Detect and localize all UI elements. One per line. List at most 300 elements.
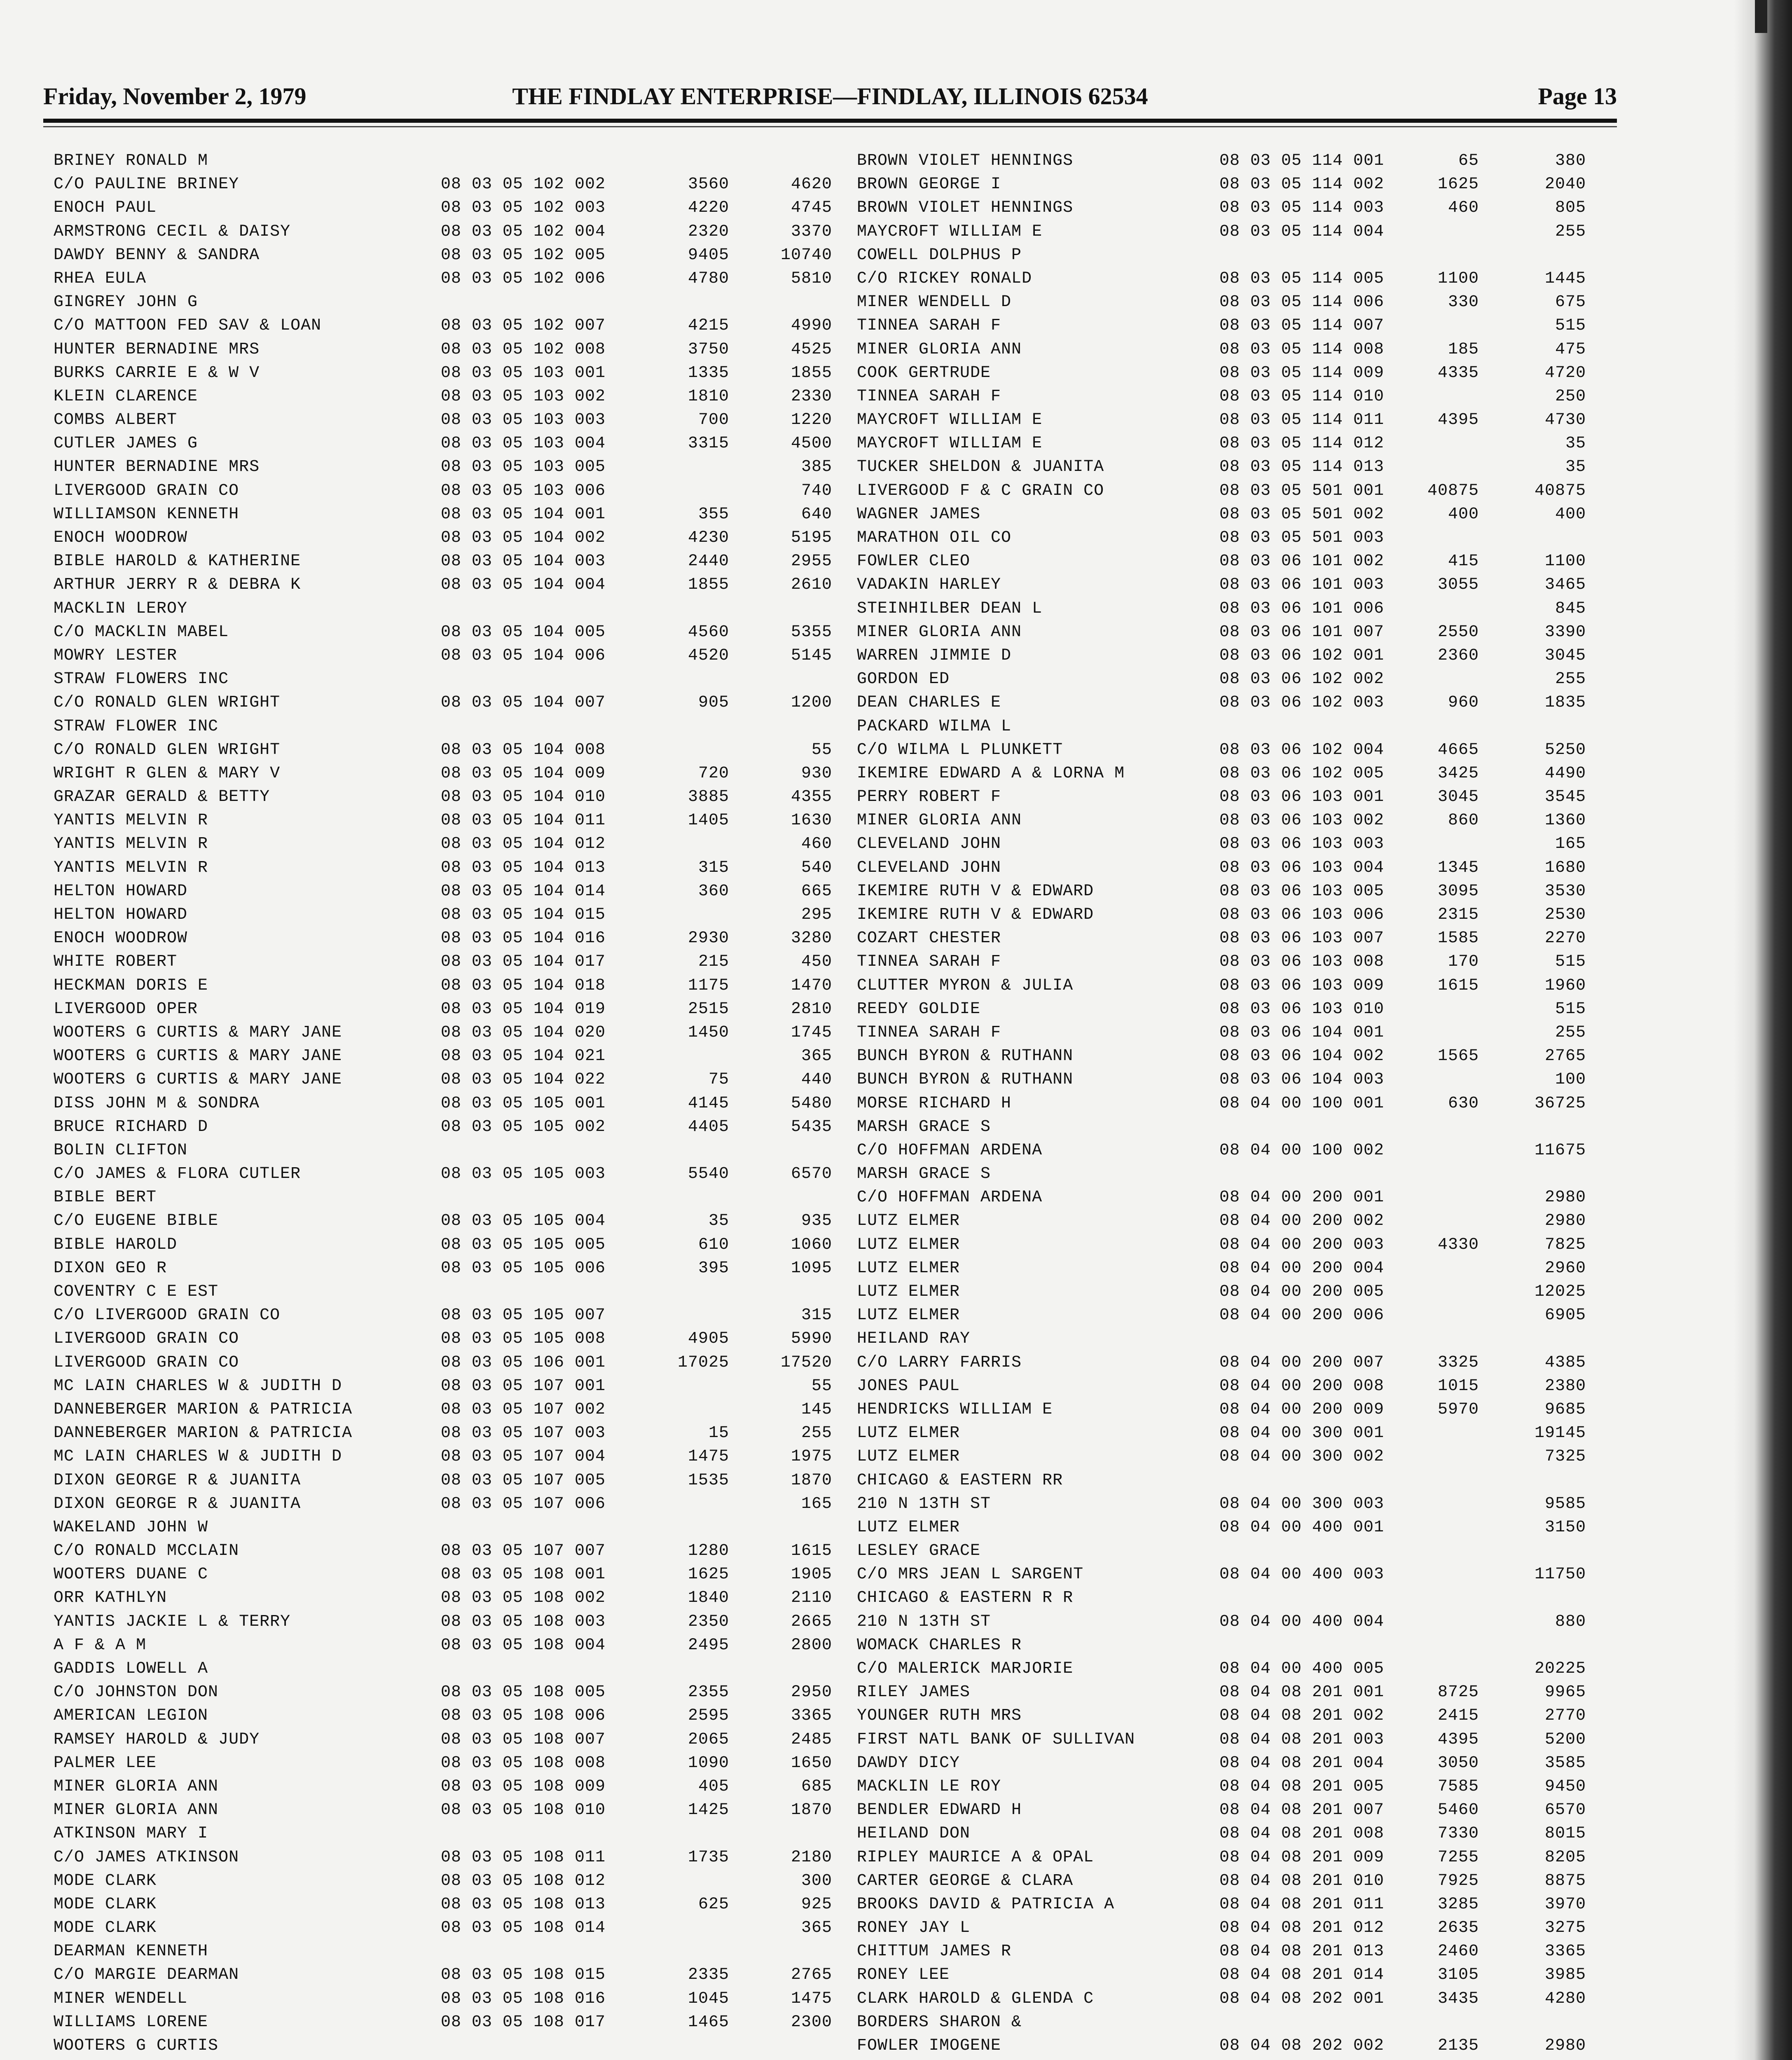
owner-name: C/O HOFFMAN ARDENA bbox=[857, 1141, 1043, 1160]
assessed-value-1: 8725 bbox=[1437, 1683, 1479, 1702]
owner-name: YANTIS JACKIE L & TERRY bbox=[54, 1612, 291, 1631]
assessed-value-2: 3365 bbox=[791, 1707, 832, 1725]
parcel-number: 08 04 00 300 002 bbox=[1219, 1447, 1385, 1466]
table-row bbox=[54, 1516, 845, 1539]
owner-name: WILLIAMSON KENNETH bbox=[54, 505, 239, 524]
assessed-value-2: 1630 bbox=[791, 811, 832, 830]
assessed-value-2: 1475 bbox=[791, 1989, 832, 2008]
table-row bbox=[54, 290, 845, 314]
parcel-number: 08 03 05 103 004 bbox=[441, 434, 606, 453]
assessed-value-1: 1855 bbox=[688, 576, 729, 595]
assessed-value-2: 11675 bbox=[1534, 1141, 1586, 1160]
table-row bbox=[54, 1657, 845, 1681]
assessed-value-2: 845 bbox=[1555, 599, 1586, 618]
owner-name: DANNEBERGER MARION & PATRICIA bbox=[54, 1400, 353, 1419]
parcel-number: 08 03 05 107 004 bbox=[441, 1447, 606, 1466]
parcel-number: 08 04 08 201 003 bbox=[1219, 1730, 1385, 1749]
assessed-value-1: 3105 bbox=[1437, 1966, 1479, 1985]
table-row bbox=[54, 644, 845, 667]
assessed-value-1: 4405 bbox=[688, 1117, 729, 1136]
table-row bbox=[54, 408, 845, 432]
parcel-number: 08 03 05 114 013 bbox=[1219, 458, 1385, 477]
owner-name: DEAN CHARLES E bbox=[857, 693, 1001, 712]
table-row bbox=[54, 2058, 845, 2060]
assessed-value-2: 3970 bbox=[1544, 1895, 1586, 1914]
table-row bbox=[54, 1186, 845, 1209]
table-row bbox=[54, 1610, 845, 1634]
assessed-value-1: 720 bbox=[698, 764, 729, 783]
owner-name: BIBLE HAROLD bbox=[54, 1235, 178, 1254]
owner-name: REEDY GOLDIE bbox=[857, 1000, 981, 1018]
parcel-number: 08 03 05 114 012 bbox=[1219, 434, 1385, 453]
owner-name: HEILAND DON bbox=[857, 1824, 971, 1843]
owner-name: MOWRY LESTER bbox=[54, 646, 178, 665]
table-row bbox=[54, 880, 845, 903]
assessed-value-1: 15 bbox=[708, 1424, 729, 1443]
assessed-value-2: 515 bbox=[1555, 953, 1586, 971]
owner-name: 210 N 13TH ST bbox=[857, 1494, 991, 1513]
parcel-number: 08 03 05 103 005 bbox=[441, 458, 606, 477]
owner-name: ENOCH WOODROW bbox=[54, 529, 188, 547]
assessed-value-2: 9450 bbox=[1544, 1777, 1586, 1796]
assessed-value-2: 365 bbox=[801, 1047, 832, 1066]
owner-name: C/O RONALD GLEN WRIGHT bbox=[54, 740, 281, 759]
table-row bbox=[857, 1421, 1627, 1445]
table-row bbox=[857, 1516, 1627, 1539]
table-row bbox=[54, 338, 845, 361]
owner-name: BIBLE BERT bbox=[54, 1188, 157, 1207]
assessed-value-1: 405 bbox=[698, 1777, 729, 1796]
parcel-number: 08 03 05 108 010 bbox=[441, 1801, 606, 1820]
owner-name: WAGNER JAMES bbox=[857, 505, 981, 524]
assessed-value-1: 1335 bbox=[688, 363, 729, 382]
assessed-value-1: 2930 bbox=[688, 929, 729, 948]
parcel-number: 08 04 00 300 001 bbox=[1219, 1424, 1385, 1443]
table-row bbox=[857, 432, 1627, 455]
assessed-value-2: 2950 bbox=[791, 1683, 832, 1702]
header-rule bbox=[43, 119, 1617, 123]
assessed-value-1: 3055 bbox=[1437, 576, 1479, 595]
table-row bbox=[857, 1634, 1627, 1657]
table-row bbox=[54, 479, 845, 503]
assessed-value-1: 215 bbox=[698, 953, 729, 971]
parcel-number: 08 03 05 105 003 bbox=[441, 1165, 606, 1184]
assessed-value-1: 5460 bbox=[1437, 1801, 1479, 1820]
assessed-value-2: 3530 bbox=[1544, 882, 1586, 901]
owner-name: WOOTERS G CURTIS bbox=[54, 2037, 219, 2055]
parcel-number: 08 03 05 102 003 bbox=[441, 199, 606, 218]
header-date: Friday, November 2, 1979 bbox=[43, 83, 306, 110]
table-row bbox=[54, 1822, 845, 1845]
parcel-number: 08 03 05 108 003 bbox=[441, 1612, 606, 1631]
assessed-value-2: 400 bbox=[1555, 505, 1586, 524]
table-row bbox=[857, 1374, 1627, 1398]
table-row bbox=[857, 314, 1627, 337]
assessed-value-1: 460 bbox=[1448, 199, 1479, 218]
owner-name: BROWN VIOLET HENNINGS bbox=[857, 199, 1074, 218]
owner-name: TINNEA SARAH F bbox=[857, 316, 1001, 335]
assessed-value-2: 35 bbox=[1565, 434, 1586, 453]
assessed-value-2: 1870 bbox=[791, 1471, 832, 1490]
owner-name: C/O JAMES ATKINSON bbox=[54, 1848, 239, 1867]
table-row bbox=[857, 1492, 1627, 1516]
table-row bbox=[857, 1940, 1627, 1963]
assessed-value-1: 4905 bbox=[688, 1330, 729, 1348]
table-row bbox=[857, 220, 1627, 243]
assessed-value-1: 4520 bbox=[688, 646, 729, 665]
table-row bbox=[857, 385, 1627, 408]
owner-name: DEARMAN KENNETH bbox=[54, 1942, 208, 1961]
assessed-value-1: 360 bbox=[698, 882, 729, 901]
owner-name: MINER GLORIA ANN bbox=[857, 811, 1022, 830]
assessed-value-2: 5990 bbox=[791, 1330, 832, 1348]
assessed-value-2: 3465 bbox=[1544, 576, 1586, 595]
header-page-number: Page 13 bbox=[1538, 83, 1617, 110]
table-row bbox=[857, 290, 1627, 314]
assessed-value-2: 9585 bbox=[1544, 1494, 1586, 1513]
owner-name: C/O MRS JEAN L SARGENT bbox=[857, 1565, 1084, 1584]
parcel-number: 08 03 05 102 005 bbox=[441, 246, 606, 265]
owner-name: LUTZ ELMER bbox=[857, 1235, 960, 1254]
assessed-value-1: 5540 bbox=[688, 1165, 729, 1184]
owner-name: DAWDY DICY bbox=[857, 1753, 960, 1772]
assessed-value-1: 1535 bbox=[688, 1471, 729, 1490]
table-row bbox=[857, 1704, 1627, 1728]
parcel-number: 08 03 06 101 006 bbox=[1219, 599, 1385, 618]
owner-name: LIVERGOOD GRAIN CO bbox=[54, 481, 239, 500]
parcel-number: 08 04 00 100 002 bbox=[1219, 1141, 1385, 1160]
table-row bbox=[54, 220, 845, 243]
table-row bbox=[857, 1209, 1627, 1233]
owner-name: BRUCE RICHARD D bbox=[54, 1117, 208, 1136]
table-row bbox=[54, 1869, 845, 1893]
owner-name: WARREN JIMMIE D bbox=[857, 646, 1012, 665]
parcel-number: 08 03 05 104 014 bbox=[441, 882, 606, 901]
assessed-value-2: 1095 bbox=[791, 1259, 832, 1278]
table-row bbox=[857, 1186, 1627, 1209]
parcel-number: 08 03 05 104 012 bbox=[441, 835, 606, 854]
assessed-value-1: 315 bbox=[698, 858, 729, 877]
assessed-value-2: 2380 bbox=[1544, 1376, 1586, 1395]
page-edge-shadow bbox=[1734, 0, 1792, 2060]
table-row bbox=[54, 1728, 845, 1751]
assessed-value-2: 2955 bbox=[791, 552, 832, 571]
table-row bbox=[857, 408, 1627, 432]
parcel-number: 08 03 05 105 001 bbox=[441, 1094, 606, 1113]
table-row bbox=[857, 1681, 1627, 1704]
owner-name: DAWDY BENNY & SANDRA bbox=[54, 246, 260, 265]
table-row bbox=[857, 479, 1627, 503]
parcel-number: 08 03 05 105 005 bbox=[441, 1235, 606, 1254]
assessed-value-2: 2960 bbox=[1544, 1259, 1586, 1278]
parcel-number: 08 03 05 104 019 bbox=[441, 1000, 606, 1018]
assessed-value-1: 185 bbox=[1448, 340, 1479, 359]
assessed-value-2 bbox=[737, 2058, 832, 2060]
table-row bbox=[54, 1374, 845, 1398]
assessed-value-1: 4330 bbox=[1437, 1235, 1479, 1254]
table-row bbox=[54, 1280, 845, 1304]
right-column-listing bbox=[857, 149, 1627, 2060]
owner-name: BIBLE HAROLD & KATHERINE bbox=[54, 552, 301, 571]
parcel-number: 08 03 05 107 007 bbox=[441, 1542, 606, 1561]
assessed-value-2: 4720 bbox=[1544, 363, 1586, 382]
owner-name: MARSH GRACE S bbox=[857, 1165, 991, 1184]
table-row bbox=[857, 338, 1627, 361]
parcel-number: 08 03 05 104 020 bbox=[441, 1023, 606, 1042]
parcel-number: 08 03 05 114 003 bbox=[1219, 199, 1385, 218]
owner-name: C/O JOHNSTON DON bbox=[54, 1683, 219, 1702]
parcel-number: 08 03 05 104 008 bbox=[441, 740, 606, 759]
owner-name: C/O EUGENE BIBLE bbox=[54, 1212, 219, 1231]
owner-name: BUNCH BYRON & RUTHANN bbox=[857, 1047, 1074, 1066]
assessed-value-1: 9405 bbox=[688, 246, 729, 265]
assessed-value-1: 7585 bbox=[1437, 1777, 1479, 1796]
owner-name: CHITTUM JAMES R bbox=[857, 1942, 1012, 1961]
assessed-value-2: 10740 bbox=[780, 246, 832, 265]
table-row bbox=[54, 832, 845, 856]
parcel-number: 08 03 05 107 006 bbox=[441, 1494, 606, 1513]
assessed-value-2: 4280 bbox=[1544, 1989, 1586, 2008]
owner-name: BROWN VIOLET HENNINGS bbox=[857, 152, 1074, 170]
parcel-number: 08 03 05 501 001 bbox=[1219, 481, 1385, 500]
assessed-value-2: 255 bbox=[1555, 670, 1586, 689]
table-row bbox=[857, 573, 1627, 597]
parcel-number: 08 03 05 114 010 bbox=[1219, 387, 1385, 406]
assessed-value-2: 515 bbox=[1555, 316, 1586, 335]
parcel-number: 08 03 05 107 001 bbox=[441, 1376, 606, 1395]
table-row bbox=[54, 573, 845, 597]
assessed-value-2: 5355 bbox=[791, 623, 832, 641]
owner-name: HECKMAN DORIS E bbox=[54, 976, 208, 995]
owner-name: KLEIN CLARENCE bbox=[54, 387, 198, 406]
assessed-value-2: 40875 bbox=[1534, 481, 1586, 500]
assessed-value-1: 2415 bbox=[1437, 1707, 1479, 1725]
table-row bbox=[54, 2011, 845, 2034]
assessed-value-1: 4230 bbox=[688, 529, 729, 547]
assessed-value-2: 685 bbox=[801, 1777, 832, 1796]
owner-name: ARMSTRONG CECIL & DAISY bbox=[54, 222, 291, 241]
table-row bbox=[54, 1209, 845, 1233]
assessed-value-1: 4215 bbox=[688, 316, 729, 335]
assessed-value-1: 2315 bbox=[1437, 906, 1479, 924]
assessed-value-2: 1680 bbox=[1544, 858, 1586, 877]
parcel-number: 08 03 06 103 001 bbox=[1219, 788, 1385, 807]
parcel-number: 08 03 05 104 001 bbox=[441, 505, 606, 524]
parcel-number: 08 04 00 200 004 bbox=[1219, 1259, 1385, 1278]
assessed-value-1: 630 bbox=[1448, 1094, 1479, 1113]
table-row bbox=[54, 1257, 845, 1280]
assessed-value-2: 3985 bbox=[1544, 1966, 1586, 1985]
assessed-value-1: 4665 bbox=[1437, 740, 1479, 759]
owner-name: C/O HOFFMAN ARDENA bbox=[857, 1188, 1043, 1207]
table-row bbox=[857, 2058, 1627, 2060]
owner-name: CLARK HAROLD & GLENDA C bbox=[857, 1989, 1094, 2008]
parcel-number: 08 04 00 200 008 bbox=[1219, 1376, 1385, 1395]
owner-name: LESLEY GRACE bbox=[857, 1542, 981, 1561]
table-row bbox=[857, 691, 1627, 714]
owner-name: C/O LARRY FARRIS bbox=[857, 1353, 1022, 1372]
parcel-number: 08 03 05 102 006 bbox=[441, 269, 606, 288]
parcel-number: 08 04 00 200 001 bbox=[1219, 1188, 1385, 1207]
owner-name: JONES PAUL bbox=[857, 1376, 960, 1395]
assessed-value-1: 2635 bbox=[1437, 1919, 1479, 1938]
parcel-number: 08 03 05 114 009 bbox=[1219, 363, 1385, 382]
parcel-number: 08 03 05 104 010 bbox=[441, 788, 606, 807]
table-row bbox=[54, 196, 845, 220]
assessed-value-1: 2135 bbox=[1437, 2037, 1479, 2055]
parcel-number: 08 04 08 201 014 bbox=[1219, 1966, 1385, 1985]
assessed-value-2: 5435 bbox=[791, 1117, 832, 1136]
table-row bbox=[857, 1775, 1627, 1798]
owner-name: GADDIS LOWELL A bbox=[54, 1660, 208, 1678]
assessed-value-1: 2460 bbox=[1437, 1942, 1479, 1961]
table-row bbox=[857, 832, 1627, 856]
parcel-number: 08 03 06 103 007 bbox=[1219, 929, 1385, 948]
page-header bbox=[43, 82, 1617, 115]
table-row bbox=[54, 620, 845, 644]
table-row bbox=[857, 1092, 1627, 1115]
owner-name: FOWLER IMOGENE bbox=[857, 2037, 1001, 2055]
owner-name: LUTZ ELMER bbox=[857, 1447, 960, 1466]
table-row bbox=[54, 1893, 845, 1916]
parcel-number: 08 04 08 201 011 bbox=[1219, 1895, 1385, 1914]
owner-name: RHEA EULA bbox=[54, 269, 147, 288]
parcel-number: 08 03 05 103 003 bbox=[441, 411, 606, 430]
parcel-number: 08 03 05 114 002 bbox=[1219, 175, 1385, 194]
assessed-value-1: 1090 bbox=[688, 1753, 729, 1772]
owner-name: MINER WENDELL bbox=[54, 1989, 188, 2008]
table-row bbox=[857, 1021, 1627, 1044]
assessed-value-1: 700 bbox=[698, 411, 729, 430]
table-row bbox=[857, 597, 1627, 620]
table-row bbox=[857, 1728, 1627, 1751]
assessed-value-2: 36725 bbox=[1534, 1094, 1586, 1113]
parcel-number: 08 03 06 101 003 bbox=[1219, 576, 1385, 595]
assessed-value-2: 4385 bbox=[1544, 1353, 1586, 1372]
owner-name: CLUTTER MYRON & JULIA bbox=[857, 976, 1074, 995]
assessed-value-1: 3315 bbox=[688, 434, 729, 453]
table-row bbox=[857, 2034, 1627, 2058]
owner-name: RILEY JAMES bbox=[857, 1683, 971, 1702]
table-row bbox=[54, 1469, 845, 1492]
table-row bbox=[54, 314, 845, 337]
assessed-value-1: 2550 bbox=[1437, 623, 1479, 641]
table-row bbox=[857, 1304, 1627, 1327]
owner-name: LUTZ ELMER bbox=[857, 1518, 960, 1537]
owner-name: BORDERS SHARON & bbox=[857, 2013, 1022, 2032]
table-row bbox=[54, 856, 845, 880]
table-row bbox=[857, 974, 1627, 997]
parcel-number: 08 04 08 201 010 bbox=[1219, 1871, 1385, 1890]
owner-name: IKEMIRE RUTH V & EDWARD bbox=[857, 882, 1094, 901]
table-row bbox=[857, 1798, 1627, 1822]
assessed-value-2: 460 bbox=[801, 835, 832, 854]
owner-name: 210 N 13TH ST bbox=[857, 1612, 991, 1631]
table-row bbox=[54, 903, 845, 927]
owner-name: MACKLIN LE ROY bbox=[857, 1777, 1001, 1796]
assessed-value-2: 5200 bbox=[1544, 1730, 1586, 1749]
parcel-number: 08 03 06 104 001 bbox=[1219, 1023, 1385, 1042]
assessed-value-2: 19145 bbox=[1534, 1424, 1586, 1443]
table-row bbox=[54, 1634, 845, 1657]
assessed-value-1: 1735 bbox=[688, 1848, 729, 1867]
assessed-value-1: 75 bbox=[708, 1070, 729, 1089]
table-row bbox=[54, 2034, 845, 2058]
parcel-number: 08 03 06 103 008 bbox=[1219, 953, 1385, 971]
owner-name: MC LAIN CHARLES W & JUDITH D bbox=[54, 1376, 342, 1395]
assessed-value-1: 4145 bbox=[688, 1094, 729, 1113]
owner-name: WRIGHT R GLEN & MARY V bbox=[54, 764, 281, 783]
assessed-value-1: 1450 bbox=[688, 1023, 729, 1042]
assessed-value-2: 2810 bbox=[791, 1000, 832, 1018]
parcel-number: 08 03 05 108 002 bbox=[441, 1589, 606, 1608]
owner-name: MINER GLORIA ANN bbox=[857, 623, 1022, 641]
parcel-number: 08 03 06 103 009 bbox=[1219, 976, 1385, 995]
assessed-value-1: 2440 bbox=[688, 552, 729, 571]
owner-name: DIXON GEORGE R & JUANITA bbox=[54, 1471, 301, 1490]
owner-name: C/O PAULINE BRINEY bbox=[54, 175, 239, 194]
parcel-number: 08 04 00 400 005 bbox=[1219, 1660, 1385, 1678]
owner-name: WOOTERS G CURTIS & MARY JANE bbox=[54, 1070, 342, 1089]
assessed-value-2: 3545 bbox=[1544, 788, 1586, 807]
assessed-value-2: 2485 bbox=[791, 1730, 832, 1749]
assessed-value-1: 2065 bbox=[688, 1730, 729, 1749]
assessed-value-2: 805 bbox=[1555, 199, 1586, 218]
table-row bbox=[54, 1704, 845, 1728]
assessed-value-2: 1975 bbox=[791, 1447, 832, 1466]
owner-name: LIVERGOOD OPER bbox=[54, 1000, 198, 1018]
owner-name: LUTZ ELMER bbox=[857, 1424, 960, 1443]
parcel-number: 08 04 00 200 009 bbox=[1219, 1400, 1385, 1419]
assessed-value-1: 1565 bbox=[1437, 1047, 1479, 1066]
table-row bbox=[54, 1846, 845, 1869]
owner-name: HELTON HOWARD bbox=[54, 906, 188, 924]
table-row bbox=[857, 1586, 1627, 1610]
owner-name: MAYCROFT WILLIAM E bbox=[857, 222, 1043, 241]
table-row bbox=[54, 1327, 845, 1351]
assessed-value-2: 12025 bbox=[1534, 1283, 1586, 1301]
parcel-number: 08 03 05 108 006 bbox=[441, 1707, 606, 1725]
assessed-value-1: 1345 bbox=[1437, 858, 1479, 877]
table-row bbox=[54, 1775, 845, 1798]
table-row bbox=[857, 1963, 1627, 1987]
owner-name: BROOKS DAVID & PATRICIA A bbox=[857, 1895, 1115, 1914]
owner-name: C/O MALERICK MARJORIE bbox=[857, 1660, 1074, 1678]
parcel-number: 08 04 00 400 004 bbox=[1219, 1612, 1385, 1631]
table-row bbox=[857, 1044, 1627, 1068]
assessed-value-2: 3585 bbox=[1544, 1753, 1586, 1772]
owner-name: RONEY LEE bbox=[857, 1966, 950, 1985]
parcel-number: 08 03 05 105 002 bbox=[441, 1117, 606, 1136]
parcel-number: 08 03 06 102 002 bbox=[1219, 670, 1385, 689]
parcel-number: 08 03 05 108 012 bbox=[441, 1871, 606, 1890]
table-row bbox=[857, 149, 1627, 173]
table-row bbox=[54, 526, 845, 550]
assessed-value-2: 2610 bbox=[791, 576, 832, 595]
assessed-value-1: 395 bbox=[698, 1259, 729, 1278]
parcel-number: 08 04 08 201 002 bbox=[1219, 1707, 1385, 1725]
owner-name bbox=[54, 2058, 433, 2060]
assessed-value-2: 4990 bbox=[791, 316, 832, 335]
table-row bbox=[857, 903, 1627, 927]
assessed-value-1: 2495 bbox=[688, 1636, 729, 1655]
assessed-value-2: 1615 bbox=[791, 1542, 832, 1561]
assessed-value-1: 3050 bbox=[1437, 1753, 1479, 1772]
assessed-value-2: 740 bbox=[801, 481, 832, 500]
owner-name: C/O MACKLIN MABEL bbox=[54, 623, 229, 641]
parcel-number: 08 03 05 102 008 bbox=[441, 340, 606, 359]
owner-name: TINNEA SARAH F bbox=[857, 953, 1001, 971]
